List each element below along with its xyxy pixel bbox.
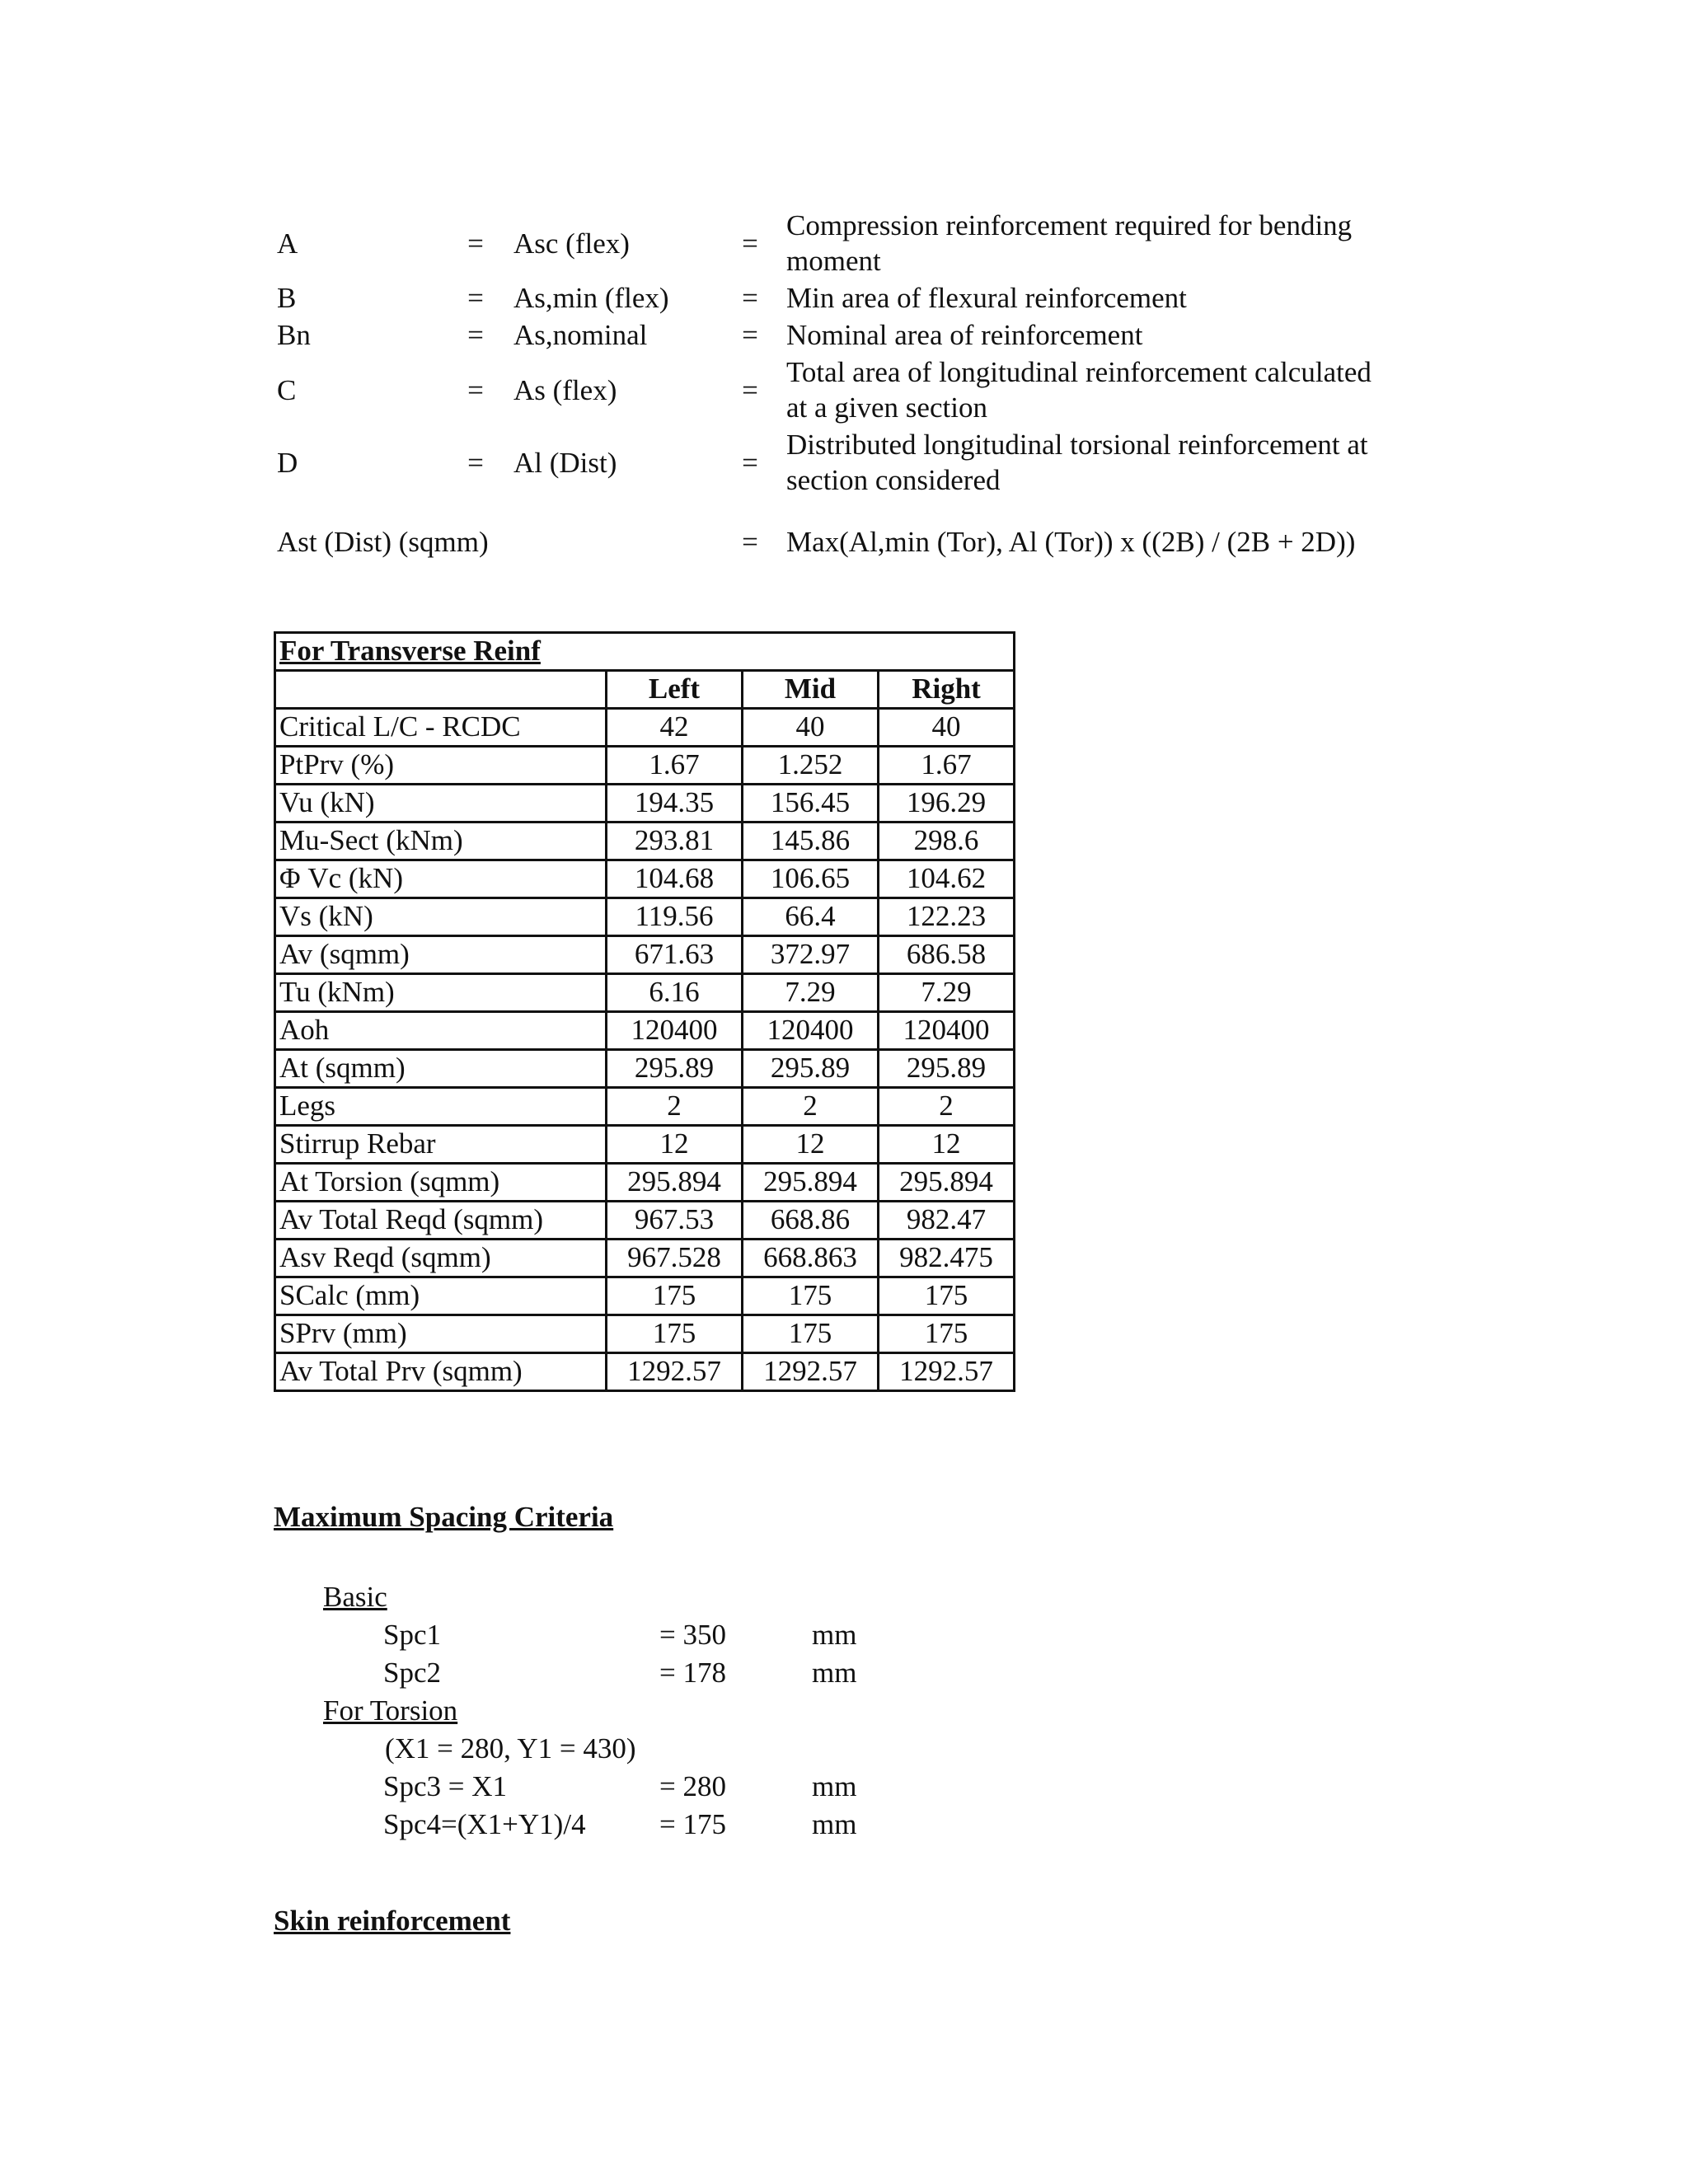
definition-name: Asc (flex) [513,227,630,260]
definition-description: Min area of flexural reinforcement [786,282,1187,315]
cell-mid: 668.86 [743,1202,879,1240]
definition-name: As,min (flex) [513,282,669,315]
table-row [275,747,1015,785]
cell-right: 120400 [879,1012,1015,1050]
table-row [275,1050,1015,1088]
row-label: Vs (kN) [275,898,607,936]
torsion-subheading: For Torsion [323,1694,458,1727]
spacing-unit: mm [812,1770,857,1802]
equals-sign: = [467,373,484,406]
transverse-reinforcement-table [274,631,1015,1392]
row-label: Vu (kN) [275,785,607,823]
equals-sign: = [742,446,758,479]
cell-mid: 106.65 [743,860,879,898]
definition-symbol: Ast (Dist) (sqmm) [277,525,489,558]
table-header-row [275,671,1015,709]
cell-left: 2 [607,1088,743,1126]
cell-right: 40 [879,709,1015,747]
definition-row [277,499,1447,585]
table-row [275,1164,1015,1202]
spacing-value: = 350 [659,1619,726,1651]
definition-row [277,208,1447,280]
spacing-value: = 175 [659,1808,726,1840]
definition-description: Max(Al,min (Tor), Al (Tor)) x ((2B) / (2B + 2D)) [786,525,1356,558]
definition-name: As,nominal [513,319,648,352]
row-label: Stirrup Rebar [275,1126,607,1164]
cell-mid: 175 [743,1277,879,1315]
table-row [275,1240,1015,1277]
equals-sign: = [742,373,758,406]
cell-mid: 372.97 [743,936,879,974]
cell-mid: 1292.57 [743,1353,879,1391]
cell-right: 2 [879,1088,1015,1126]
cell-mid: 175 [743,1315,879,1353]
definition-symbol: B [277,282,297,315]
cell-right: 298.6 [879,823,1015,860]
cell-right: 12 [879,1126,1015,1164]
cell-left: 295.894 [607,1164,743,1202]
cell-left: 293.81 [607,823,743,860]
cell-left: 120400 [607,1012,743,1050]
cell-mid: 40 [743,709,879,747]
equals-sign: = [742,525,758,558]
cell-mid: 1.252 [743,747,879,785]
spacing-value: = 178 [659,1657,726,1689]
cell-left: 967.53 [607,1202,743,1240]
cell-left: 104.68 [607,860,743,898]
cell-left: 1292.57 [607,1353,743,1391]
cell-left: 1.67 [607,747,743,785]
spacing-heading: Maximum Spacing Criteria [274,1501,614,1533]
definition-symbol: D [277,446,298,479]
cell-left: 194.35 [607,785,743,823]
row-label: Legs [275,1088,607,1126]
row-label: Av Total Reqd (sqmm) [275,1202,607,1240]
equals-sign: = [467,282,484,315]
cell-right: 295.894 [879,1164,1015,1202]
equals-sign: = [742,319,758,352]
row-label: At (sqmm) [275,1050,607,1088]
row-label: Asv Reqd (sqmm) [275,1240,607,1277]
cell-mid: 120400 [743,1012,879,1050]
cell-mid: 66.4 [743,898,879,936]
equals-sign: = [742,227,758,260]
table-row [275,1126,1015,1164]
cell-right: 1.67 [879,747,1015,785]
table-row [275,974,1015,1012]
definition-symbol: A [277,227,298,260]
cell-right: 122.23 [879,898,1015,936]
header-empty-cell [275,671,607,709]
definition-symbol: Bn [277,319,311,352]
table-row [275,1315,1015,1353]
header-left: Left [607,671,743,709]
equals-sign: = [467,446,484,479]
spacing-unit: mm [812,1619,857,1651]
row-label: SCalc (mm) [275,1277,607,1315]
definition-row [277,317,1447,354]
table-row [275,1353,1015,1391]
cell-mid: 156.45 [743,785,879,823]
row-label: Av Total Prv (sqmm) [275,1353,607,1391]
equals-sign: = [467,319,484,352]
spacing-unit: mm [812,1657,857,1689]
table-row [275,1277,1015,1315]
spacing-name: Spc3 = X1 [383,1770,508,1802]
row-label: Φ Vc (kN) [275,860,607,898]
cell-right: 982.475 [879,1240,1015,1277]
header-right: Right [879,671,1015,709]
cell-mid: 668.863 [743,1240,879,1277]
row-label: Aoh [275,1012,607,1050]
cell-right: 1292.57 [879,1353,1015,1391]
cell-mid: 7.29 [743,974,879,1012]
definitions-block [277,208,1447,585]
definition-row [277,427,1447,499]
equals-sign: = [742,282,758,315]
cell-mid: 145.86 [743,823,879,860]
spacing-name: Spc4=(X1+Y1)/4 [383,1808,586,1840]
table-row [275,709,1015,747]
row-label: Critical L/C - RCDC [275,709,607,747]
cell-right: 295.89 [879,1050,1015,1088]
cell-right: 7.29 [879,974,1015,1012]
table-row [275,1202,1015,1240]
cell-left: 42 [607,709,743,747]
spacing-value: = 280 [659,1770,726,1802]
spacing-unit: mm [812,1808,857,1840]
table-title-row [275,633,1015,671]
definition-row [277,354,1447,427]
cell-right: 196.29 [879,785,1015,823]
cell-mid: 2 [743,1088,879,1126]
row-label: PtPrv (%) [275,747,607,785]
basic-subheading: Basic [323,1581,387,1613]
cell-right: 175 [879,1277,1015,1315]
torsion-note: (X1 = 280, Y1 = 430) [385,1732,636,1765]
table-row [275,860,1015,898]
skin-reinforcement-heading: Skin reinforcement [274,1905,511,1937]
cell-mid: 295.89 [743,1050,879,1088]
spacing-name: Spc1 [383,1619,441,1651]
table-row [275,1088,1015,1126]
cell-left: 12 [607,1126,743,1164]
definition-description: Nominal area of reinforcement [786,319,1143,352]
cell-right: 982.47 [879,1202,1015,1240]
table-row [275,936,1015,974]
spacing-row [383,1656,894,1691]
cell-right: 104.62 [879,860,1015,898]
table-row [275,785,1015,823]
cell-left: 6.16 [607,974,743,1012]
row-label: SPrv (mm) [275,1315,607,1353]
definition-description: Distributed longitudinal torsional reinforcement at section considered [786,429,1368,496]
row-label: Tu (kNm) [275,974,607,1012]
spacing-name: Spc2 [383,1657,441,1689]
cell-left: 967.528 [607,1240,743,1277]
definition-name: As (flex) [513,373,617,406]
row-label: Mu-Sect (kNm) [275,823,607,860]
spacing-row [383,1769,894,1805]
spacing-row [383,1807,894,1843]
cell-left: 175 [607,1315,743,1353]
definition-name: Al (Dist) [513,446,617,479]
table-title: For Transverse Reinf [275,633,1015,671]
table-row [275,823,1015,860]
row-label: Av (sqmm) [275,936,607,974]
cell-left: 175 [607,1277,743,1315]
cell-mid: 295.894 [743,1164,879,1202]
row-label: At Torsion (sqmm) [275,1164,607,1202]
cell-right: 686.58 [879,936,1015,974]
cell-left: 119.56 [607,898,743,936]
cell-right: 175 [879,1315,1015,1353]
spacing-row [383,1618,894,1653]
definition-description: Total area of longitudinal reinforcement calculated at a given section [786,356,1372,424]
cell-left: 295.89 [607,1050,743,1088]
table-row [275,898,1015,936]
equals-sign: = [467,227,484,260]
definition-description: Compression reinforcement required for bending moment [786,209,1353,277]
definition-row [277,280,1447,317]
table-row [275,1012,1015,1050]
definition-symbol: C [277,373,297,406]
table-body [275,709,1015,1391]
cell-mid: 12 [743,1126,879,1164]
header-mid: Mid [743,671,879,709]
cell-left: 671.63 [607,936,743,974]
